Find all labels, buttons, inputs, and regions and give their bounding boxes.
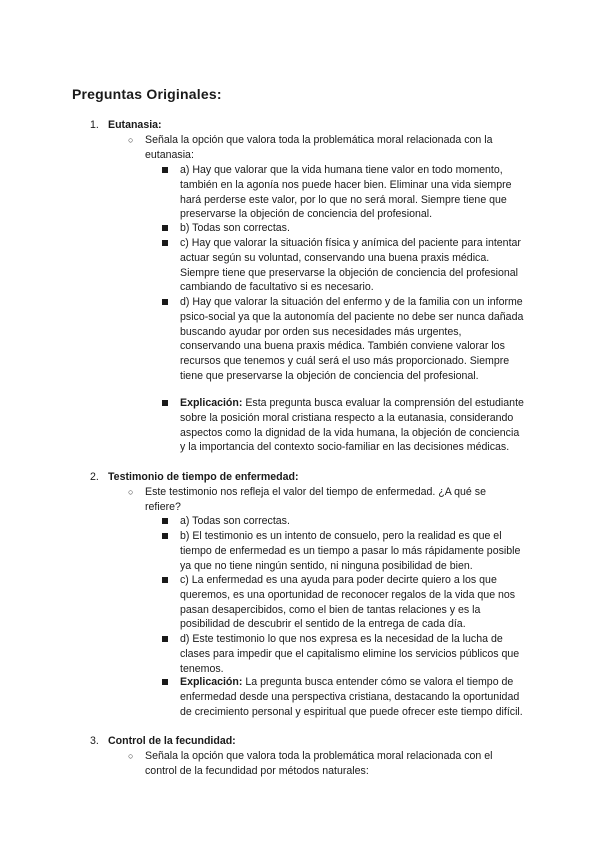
section-number: 3. (90, 735, 99, 747)
explanation-item (162, 675, 524, 719)
square-bullet-icon (162, 400, 168, 406)
explanation-text: La pregunta busca entender cómo se valora el tiempo de enfermedad desde una perspectiva cristiana, destacando la oportunidad de crecimiento personal y espiritual que puede ofrecer este tiempo difícil. (180, 676, 523, 718)
square-bullet-icon (162, 518, 168, 524)
option-item (162, 632, 524, 676)
option-item (162, 514, 524, 529)
explanation-label: Explicación: (180, 397, 243, 409)
section-title: Control de la fecundidad: (108, 735, 236, 747)
question-item (128, 133, 523, 163)
option-item (162, 163, 524, 222)
option-text: b) El testimonio es un intento de consuelo, pero la realidad es que el tiempo de enfermedad es un tiempo a pasar lo más rápidamente posible ya que no tiene ningún sentido, ni ninguna posibilidad de bien. (180, 530, 521, 572)
page-title: Preguntas Originales: (72, 86, 222, 102)
option-item (162, 573, 524, 632)
option-item (162, 295, 524, 384)
option-item (162, 236, 524, 295)
explanation-item (162, 396, 524, 455)
section-number: 2. (90, 471, 99, 483)
hollow-circle-bullet-icon: ○ (128, 487, 134, 497)
square-bullet-icon (162, 240, 168, 246)
option-text: b) Todas son correctas. (180, 222, 290, 234)
square-bullet-icon (162, 636, 168, 642)
square-bullet-icon (162, 679, 168, 685)
square-bullet-icon (162, 225, 168, 231)
option-text: d) Hay que valorar la situación del enfermo y de la familia con un informe psico-social ya que la autonomía del paciente no debe ser nunca dañada buscando ayudar por orden sus necesidades más urgentes, conservando una buena praxis médica. También conviene valorar los recursos que tenemos y cuál será el uso más proporcionado. Siempre tiene que preservarse la objeción de conciencia del profesional. (180, 296, 524, 382)
square-bullet-icon (162, 299, 168, 305)
option-text: a) Hay que valorar que la vida humana tiene valor en todo momento, también en la agonía nos puede hacer bien. Eliminar una vida siempre hará perderse este valor, por lo que no será moral. Siempre tiene que preservarse la objeción de conciencia del profesional. (180, 164, 512, 221)
option-text: c) La enfermedad es una ayuda para poder decirte quiero a los que queremos, es una oportunidad de reconocer regalos de la vida que nos pasan desapercibidos, como el bien de tantas relaciones y es la posibilidad de descubrir el sentido de la entrega de cada día. (180, 574, 516, 631)
option-text: d) Este testimonio lo que nos expresa es la necesidad de la lucha de clases para impedir que el capitalismo elimine los servicios públicos que tenemos. (180, 633, 520, 675)
section-number: 1. (90, 119, 99, 131)
section-title: Testimonio de tiempo de enfermedad: (108, 471, 299, 483)
question-item (128, 485, 523, 515)
section-heading-testimonio (90, 470, 299, 485)
option-item (162, 529, 524, 573)
section-heading-fecundidad (90, 734, 236, 749)
question-text: Este testimonio nos refleja el valor del tiempo de enfermedad. ¿A qué se refiere? (145, 486, 486, 513)
square-bullet-icon (162, 533, 168, 539)
hollow-circle-bullet-icon: ○ (128, 751, 134, 761)
explanation-text: Esta pregunta busca evaluar la comprensión del estudiante sobre la posición moral cristiana respecto a la eutanasia, considerando aspectos como la dignidad de la vida humana, la objeción de conciencia y la importancia del contexto socio-familiar en las decisiones médicas. (180, 397, 524, 454)
option-item (162, 221, 524, 236)
section-title: Eutanasia: (108, 119, 162, 131)
question-text: Señala la opción que valora toda la problemática moral relacionada con la eutanasia: (145, 134, 493, 161)
hollow-circle-bullet-icon: ○ (128, 135, 134, 145)
section-heading-eutanasia (90, 118, 162, 133)
question-text: Señala la opción que valora toda la problemática moral relacionada con el control de la fecundidad por métodos naturales: (145, 750, 493, 777)
square-bullet-icon (162, 167, 168, 173)
option-text: a) Todas son correctas. (180, 515, 290, 527)
square-bullet-icon (162, 577, 168, 583)
option-text: c) Hay que valorar la situación física y anímica del paciente para intentar actuar según su voluntad, conservando una buena praxis médica. Siempre tiene que preservarse la objeción de conciencia del profesional cambiando de facultativo si es necesario. (180, 237, 521, 294)
question-item (128, 749, 523, 779)
explanation-label: Explicación: (180, 676, 243, 688)
